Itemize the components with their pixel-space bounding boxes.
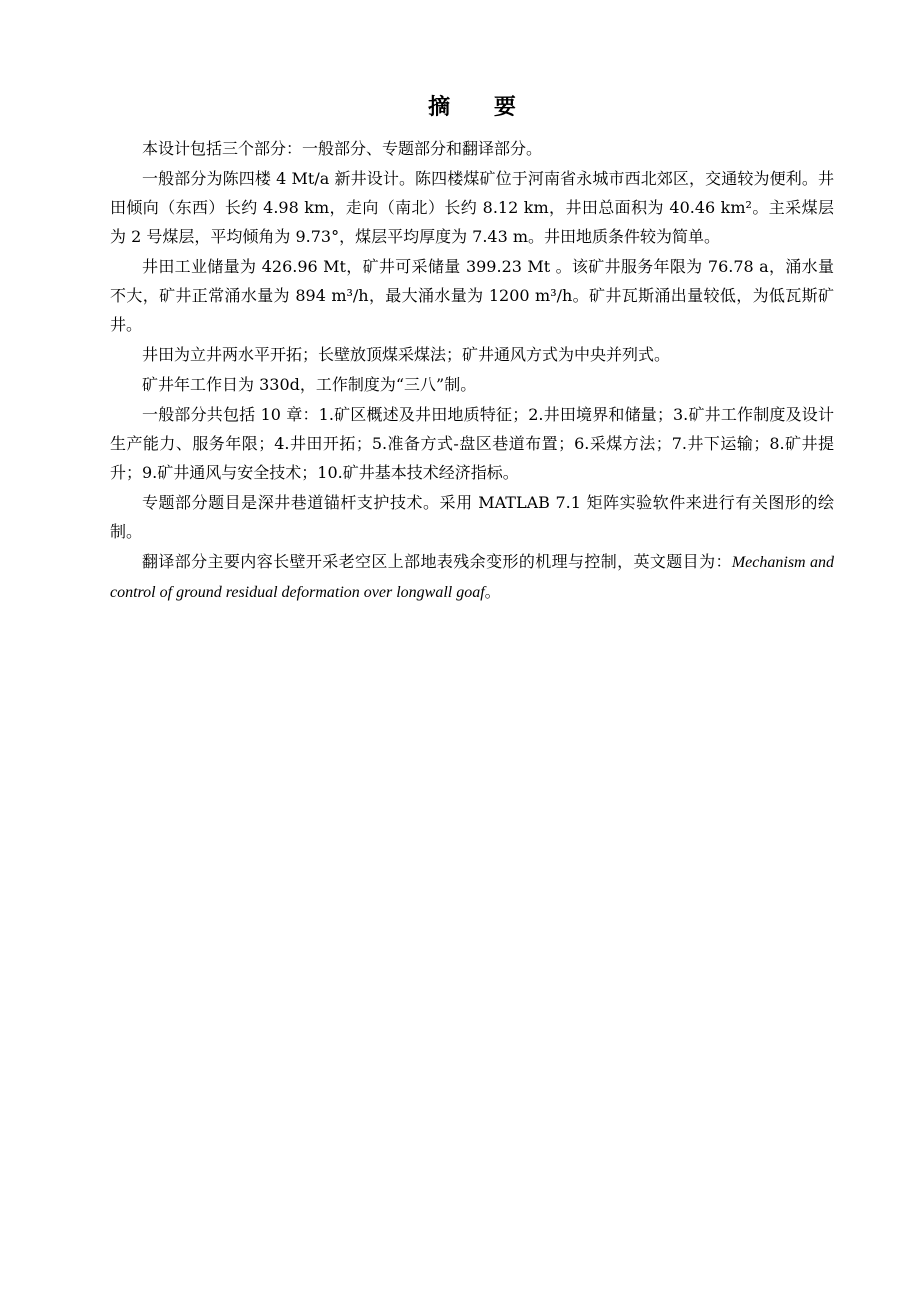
abstract-paragraph-2: 一般部分为陈四楼 4 Mt/a 新井设计。陈四楼煤矿位于河南省永城市西北郊区，交通较为便利。井田倾向（东西）长约 4.98 km，走向（南北）长约 8.12 km，井田总面积为 40.46 km²。主采煤层为 2 号煤层，平均倾角为 9.73°，煤层平均厚度为 7.43 m。井田地质条件较为简单。 bbox=[110, 169, 834, 246]
abstract-paragraph-6: 一般部分共包括 10 章：1.矿区概述及井田地质特征；2.井田境界和储量；3.矿井工作制度及设计生产能力、服务年限；4.井田开拓；5.准备方式-盘区巷道布置；6.采煤方法；7.井下运输；8.矿井提升；9.矿井通风与安全技术；10.矿井基本技术经济指标。 bbox=[110, 405, 834, 482]
abstract-paragraph-3: 井田工业储量为 426.96 Mt，矿井可采储量 399.23 Mt 。该矿井服务年限为 76.78 a，涌水量不大，矿井正常涌水量为 894 m³/h，最大涌水量为 1200 m³/h。矿井瓦斯涌出量较低，为低瓦斯矿井。 bbox=[110, 257, 834, 334]
abstract-title: 摘 要 bbox=[428, 95, 534, 120]
abstract-paragraph-7: 专题部分题目是深井巷道锚杆支护技术。采用 MATLAB 7.1 矩阵实验软件来进行有关图形的绘制。 bbox=[110, 493, 834, 541]
abstract-page bbox=[110, 92, 834, 608]
abstract-paragraph-5: 矿井年工作日为 330d，工作制度为“三八”制。 bbox=[142, 375, 477, 394]
abstract-paragraph-translation bbox=[110, 547, 834, 607]
translation-text: 翻译部分主要内容长壁开采老空区上部地表残余变形的机理与控制，英文题目为： bbox=[142, 552, 732, 571]
translation-end-punct: 。 bbox=[484, 582, 501, 601]
english-title: Mechanism and control of ground residual deformation over longwall goaf bbox=[110, 554, 834, 601]
abstract-paragraph-4: 井田为立井两水平开拓；长壁放顶煤采煤法；矿井通风方式为中央并列式。 bbox=[142, 345, 671, 364]
abstract-paragraph-1: 本设计包括三个部分：一般部分、专题部分和翻译部分。 bbox=[142, 139, 543, 158]
